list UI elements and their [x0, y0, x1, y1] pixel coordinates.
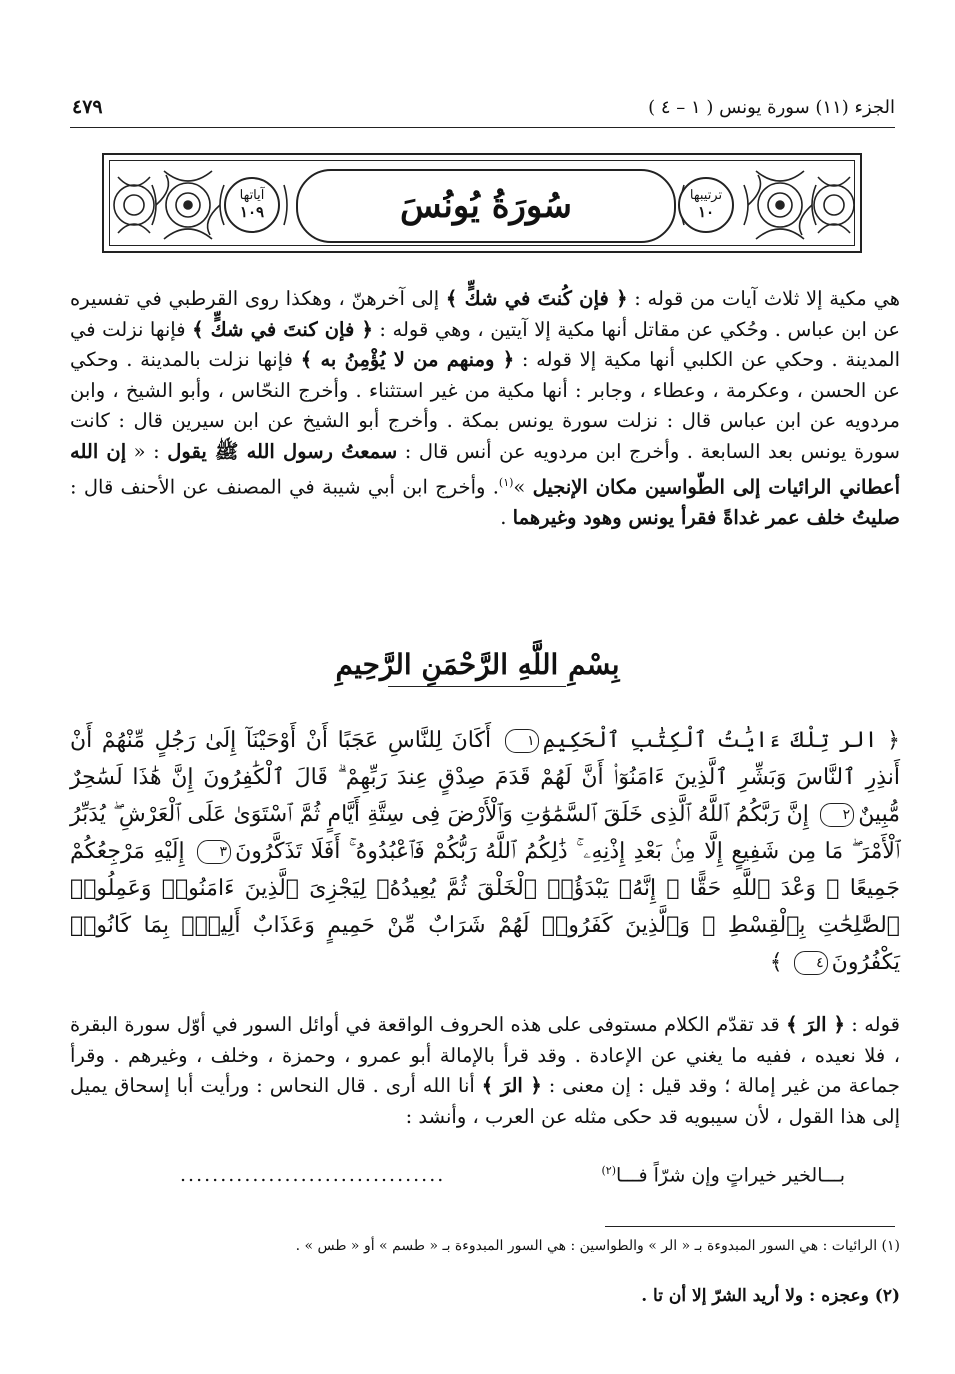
- ayah-number-marker: ١: [505, 729, 539, 753]
- intro-text: إلى آخرهنّ ، وهكذا روى القرطبي في تفسيره عن ابن عباس . وحُكي عن مقاتل أنها مكية إلا آيتين ، وهي قوله :: [70, 287, 900, 341]
- intro-text: هي مكية إلا ثلاث آيات من قوله :: [627, 287, 900, 310]
- commentary-text: قد تقدّم الكلام مستوفى على هذه الحروف الواقعة في أوائل السور في أوّل سورة البقرة ، فلا نعيده ، ففيه ما يغني عن الإعادة . وقد قرأ بالإمالة أبو عمرو ، وحمزة ، وخلف ، وغيرهم . وقرأ جماعة من غير إمالة ؛ وقد قيل : إن معنى :: [70, 1013, 900, 1098]
- order-value: ١٠: [697, 203, 715, 221]
- ayat-value: ١٠٩: [239, 203, 265, 221]
- poem-second-hemistich: .................................: [180, 1164, 446, 1186]
- header-rule: [70, 127, 895, 128]
- verse-text: إِنَّ رَبَّكُمُ ٱللَّهُ ٱلَّذِى خَلَقَ ٱلسَّمَٰوَٰتِ وَٱلْأَرْضَ فِى سِتَّةِ أَيَّامٍ ثُمَّ ٱسْتَوَىٰ عَلَى ٱلْعَرْشِ ۖ يُدَبِّرُ ٱلْأَمْرَ ۖ مَا مِن شَفِيعٍ إِلَّا مِنۢ بَعْدِ إِذْنِهِۦ ۚ ذَٰلِكُمُ ٱللَّهُ رَبُّكُمْ فَٱعْبُدُوهُ ۚ أَفَلَا تَذَكَّرُونَ: [70, 802, 901, 864]
- poem-verse: [180, 1164, 845, 1194]
- surah-order-badge: [678, 177, 734, 233]
- quoted-verse: ﴿ الرَ ﴾: [481, 1074, 542, 1098]
- intro-text: فإنها نزلت بالمدينة . وحكي عن الحسن ، وعكرمة ، وعطاء ، وجابر : أنها مكية من غير استثناء . وأخرج النحّاس ، وأبو الشيخ ، وابن مردويه عن ابن عباس قال : نزلت سورة يونس بمكة . وأخرج أبو الشيخ عن ابن سيرين قال : كانت سورة يونس بعد السابعة . وأخرج ابن مردويه عن أنس قال :: [70, 348, 900, 463]
- surah-title-cartouche: [296, 169, 676, 243]
- footnote-separator: [605, 1226, 895, 1227]
- page-number: ٤٧٩: [72, 96, 103, 118]
- footnote-1: (١) الرائيات : هي السور المبدوءة بـ « الر » والطواسين : هي السور المبدوءة بـ « طسم » أو « طس » .: [295, 1238, 900, 1254]
- hadith-text: إن الله أعطاني الرائيات إلى الطّواسين مكان الإنجيل: [70, 439, 900, 499]
- intro-paragraph: [70, 284, 900, 533]
- athar-text: صليتُ خلف عمر غداةً فقرأ يونس وهود وغيرهما: [512, 505, 900, 529]
- ayah-number-marker: ٢: [820, 803, 854, 827]
- surah-title: سُورَةُ يُونُسَ: [400, 186, 572, 226]
- intro-text: : «: [126, 439, 168, 463]
- footnote-ref: (١): [498, 475, 514, 489]
- order-label: ترتيبها: [689, 188, 723, 203]
- intro-text: . وأخرج ابن أبي شيبة في المصنف عن الأحنف قال :: [70, 475, 499, 499]
- ayah-number-marker: ٣: [197, 840, 231, 864]
- poem-first-hemistich: [601, 1164, 845, 1194]
- surah-banner: [102, 153, 862, 253]
- intro-text: فإنها نزلت في المدينة . وحكي عن الكلبي أنها مكية إلا قوله :: [70, 317, 900, 372]
- basmala: بِسْمِ اللَّهِ الرَّحْمَنِ الرَّحِيمِ: [335, 648, 620, 681]
- intro-text: »: [513, 475, 533, 499]
- intro-text: .: [500, 505, 513, 529]
- verse-text: إِلَيْهِ مَرْجِعُكُمْ جَمِيعًا ۖ وَعْدَ ٱللَّهِ حَقًّا ۚ إِنَّهُۥ يَبْدَؤُا۟ ٱلْخَلْقَ ثُمَّ يُعِيدُهُۥ لِيَجْزِىَ ٱلَّذِينَ ءَامَنُوا۟ وَعَمِلُوا۟ ٱلصَّٰلِحَٰتِ بِٱلْقِسْطِ ۚ وَٱلَّذِينَ كَفَرُوا۟ لَهُمْ شَرَابٌ مِّنْ حَمِيمٍ وَعَذَابٌ أَلِيمٌۢ بِمَا كَانُوا۟ يَكْفُرُونَ: [70, 839, 900, 975]
- header-section: الجزء (١١) سورة يونس ( ١ – ٤ ): [648, 97, 895, 118]
- quoted-verse: ﴿ فإن كنتَ في شكٍّ ﴾: [192, 317, 373, 341]
- commentary-paragraph: [70, 1010, 900, 1132]
- ayat-label: آياتها: [239, 188, 265, 203]
- surah-ayat-badge: [224, 177, 280, 233]
- quoted-verse: ﴿ ومنهم من لا يُؤْمِنُ به ﴾: [300, 348, 515, 372]
- poem-text: بـــالخير خيراتٍ وإن شرّاً فـــا: [616, 1164, 845, 1187]
- basmala-underline: [388, 686, 566, 687]
- hadith-phrase: سمعتُ رسول الله ﷺ يقول: [167, 439, 398, 463]
- verse-text: أَكَانَ لِلنَّاسِ عَجَبًا أَنْ أَوْحَيْنَآ إِلَىٰ رَجُلٍ مِّنْهُمْ أَنْ أَنذِرِ ٱلنَّاسَ وَبَشِّرِ ٱلَّذِينَ ءَامَنُوٓا۟ أَنَّ لَهُمْ قَدَمَ صِدْقٍ عِندَ رَبِّهِمْ ۗ قَالَ ٱلْكَٰفِرُونَ إِنَّ هَٰذَا لَسَٰحِرٌ مُّبِينٌ: [70, 728, 900, 827]
- verse-text: الر تِلْكَ ءَايَٰتُ ٱلْكِتَٰبِ ٱلْحَكِيمِ: [542, 728, 878, 753]
- commentary-text: قوله :: [844, 1013, 900, 1036]
- footnote-ref: (٢): [601, 1164, 616, 1177]
- quoted-verse: ﴿ فإن كُنتَ في شكٍّ ﴾: [445, 287, 628, 310]
- running-header: [72, 96, 895, 124]
- quoted-verse: ﴿ الرَ ﴾: [786, 1013, 845, 1036]
- quran-verses: [70, 722, 900, 981]
- commentary-text: أنا الله أرى . قال النحاس : ورأيت أبا إسحاق يميل إلى هذا القول ، لأن سيبويه قد حكى مثله عن العرب ، وأنشد :: [70, 1074, 900, 1128]
- verse-close-bracket: ﴾: [769, 950, 783, 975]
- ayah-number-marker: ٤: [794, 951, 828, 975]
- verse-open-bracket: ﴿: [887, 728, 900, 753]
- footnote-2: (٢) وعجزه : ولا أريد الشرّ إلا أن تا .: [641, 1286, 900, 1306]
